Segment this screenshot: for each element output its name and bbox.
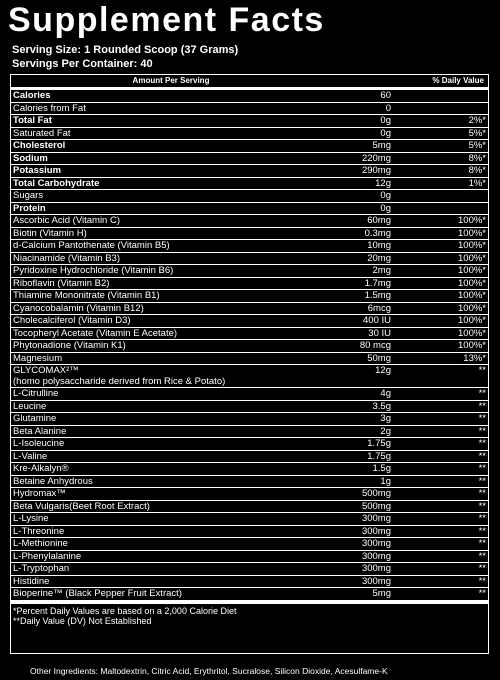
nutrient-amount: 500mg xyxy=(361,500,391,512)
nutrient-daily-value: 100%* xyxy=(458,227,486,239)
other-ingredients: Other Ingredients: Maltodextrin, Citric Acid, Erythritol, Sucralose, Silicon Dioxide, Acesulfame-K xyxy=(30,666,388,676)
nutrient-daily-value: 100%* xyxy=(458,252,486,264)
nutrient-amount: 1.5g xyxy=(372,463,391,474)
nutrient-daily-value: 5%* xyxy=(468,127,486,139)
nutrient-name: Sugars xyxy=(13,190,44,201)
nutrient-amount: 6mcg xyxy=(367,302,391,314)
nutrient-amount: 0.3mg xyxy=(364,227,391,239)
nutrient-daily-value: ** xyxy=(478,563,486,574)
nutrient-daily-value: ** xyxy=(478,425,486,437)
nutrient-daily-value: ** xyxy=(478,575,486,587)
nutrient-row xyxy=(11,303,488,316)
nutrient-amount: 12g xyxy=(375,177,391,189)
servings-per-container: Servings Per Container: 40 xyxy=(12,58,153,70)
amount-header: Amount Per Serving xyxy=(132,76,210,85)
nutrient-row xyxy=(11,438,488,451)
nutrient-name: Bioperine™ (Black Pepper Fruit Extract) xyxy=(13,588,182,599)
nutrient-row xyxy=(11,328,488,341)
nutrient-daily-value: ** xyxy=(478,500,486,512)
nutrient-row xyxy=(11,215,488,228)
nutrient-name: Niacinamide (Vitamin B3) xyxy=(13,252,121,264)
nutrient-daily-value: 100%* xyxy=(458,265,486,276)
nutrient-daily-value: ** xyxy=(478,388,486,399)
footnote-dv-not-established: **Daily Value (DV) Not Established xyxy=(13,615,152,626)
nutrient-amount: 1.7mg xyxy=(364,277,391,289)
nutrient-name: Biotin (Vitamin H) xyxy=(13,227,87,239)
nutrient-amount: 300mg xyxy=(361,513,391,524)
nutrient-row xyxy=(11,115,488,128)
nutrient-name: Phytonadione (Vitamin K1) xyxy=(13,340,126,351)
nutrient-row xyxy=(11,388,488,401)
nutrient-row xyxy=(11,190,488,203)
nutrient-amount: 220mg xyxy=(361,152,391,164)
nutrient-amount: 60mg xyxy=(367,215,391,226)
nutrient-name: GLYCOMAX²™ xyxy=(13,365,79,376)
nutrient-name: L-Citrulline xyxy=(13,388,59,399)
nutrient-name: Pyridoxine Hydrochloride (Vitamin B6) xyxy=(13,265,174,276)
nutrient-name: Saturated Fat xyxy=(13,127,71,139)
nutrient-row xyxy=(11,353,488,366)
nutrient-name: Riboflavin (Vitamin B2) xyxy=(13,277,110,289)
nutrient-row xyxy=(11,128,488,141)
nutrient-row xyxy=(11,240,488,253)
footnotes xyxy=(11,601,488,626)
nutrient-row xyxy=(11,278,488,291)
nutrient-daily-value: 100%* xyxy=(458,290,486,301)
nutrient-name-detail: (homo polysaccharide derived from Rice & Potato) xyxy=(13,376,226,387)
nutrient-row xyxy=(11,340,488,353)
nutrient-name: Ascorbic Acid (Vitamin C) xyxy=(13,215,120,226)
nutrient-amount: 10mg xyxy=(367,240,391,251)
nutrient-row xyxy=(11,538,488,551)
nutrient-daily-value: 100%* xyxy=(458,302,486,314)
nutrient-amount: 80 mcg xyxy=(359,340,391,351)
nutrient-row xyxy=(11,253,488,266)
nutrient-daily-value: 100%* xyxy=(458,327,486,339)
nutrient-daily-value: 100%* xyxy=(458,315,486,326)
nutrient-name: L-Methionine xyxy=(13,538,68,549)
dv-header: % Daily Value xyxy=(432,76,484,85)
nutrient-amount: 12g xyxy=(375,365,391,376)
nutrient-amount: 300mg xyxy=(361,563,391,574)
nutrient-name: Total Carbohydrate xyxy=(13,177,100,189)
nutrient-name: L-Tryptophan xyxy=(13,563,70,574)
nutrient-name: d-Calcium Pantothenate (Vitamin B5) xyxy=(13,240,170,251)
nutrient-name: Hydromax™ xyxy=(13,488,66,499)
nutrient-name: Betaine Anhydrous xyxy=(13,475,93,487)
nutrient-row xyxy=(11,165,488,178)
nutrient-daily-value: 2%* xyxy=(468,115,486,126)
nutrient-amount: 0g xyxy=(380,115,391,126)
nutrient-daily-value: 100%* xyxy=(458,240,486,251)
nutrient-name: Beta Vulgaris(Beet Root Extract) xyxy=(13,500,150,512)
panel-title: Supplement Facts xyxy=(8,1,325,39)
nutrient-name: Calories xyxy=(13,90,51,101)
nutrient-row xyxy=(11,551,488,564)
nutrient-row xyxy=(11,488,488,501)
nutrient-daily-value: ** xyxy=(478,525,486,537)
nutrient-amount: 5mg xyxy=(372,588,391,599)
nutrient-daily-value: ** xyxy=(478,400,486,412)
nutrient-row xyxy=(11,576,488,589)
nutrient-row xyxy=(11,563,488,576)
nutrient-rows xyxy=(11,90,488,601)
nutrient-row xyxy=(11,228,488,241)
nutrient-row xyxy=(11,290,488,303)
nutrient-amount: 20mg xyxy=(367,252,391,264)
nutrient-amount: 50mg xyxy=(367,352,391,364)
nutrient-name: Leucine xyxy=(13,400,47,412)
nutrient-daily-value: 100%* xyxy=(458,215,486,226)
nutrient-amount: 300mg xyxy=(361,550,391,562)
nutrient-amount: 1.75g xyxy=(367,450,391,462)
nutrient-name: Total Fat xyxy=(13,115,52,126)
nutrient-amount: 4g xyxy=(380,388,391,399)
nutrient-daily-value: ** xyxy=(478,463,486,474)
nutrient-daily-value: ** xyxy=(478,550,486,562)
nutrient-name: L-Isoleucine xyxy=(13,438,65,449)
nutrient-name: Sodium xyxy=(13,152,48,164)
nutrient-daily-value: 100%* xyxy=(458,277,486,289)
nutrient-name: Cyanocobalamin (Vitamin B12) xyxy=(13,302,144,314)
nutrient-daily-value: ** xyxy=(478,413,486,424)
nutrient-daily-value: 5%* xyxy=(468,140,486,151)
nutrient-amount: 300mg xyxy=(361,538,391,549)
nutrient-name: Histidine xyxy=(13,575,50,587)
nutrient-row xyxy=(11,153,488,166)
nutrient-row xyxy=(11,513,488,526)
nutrient-daily-value: 8%* xyxy=(468,165,486,176)
nutrient-amount: 400 IU xyxy=(363,315,391,326)
nutrient-row xyxy=(11,501,488,514)
nutrient-name: Calories from Fat xyxy=(13,102,86,114)
nutrient-row xyxy=(11,203,488,216)
nutrient-daily-value: ** xyxy=(478,513,486,524)
nutrient-name: L-Valine xyxy=(13,450,48,462)
nutrient-row xyxy=(11,103,488,116)
nutrient-daily-value: 8%* xyxy=(468,152,486,164)
nutrient-name: Tocopheryl Acetate (Vitamin E Acetate) xyxy=(13,327,178,339)
nutrient-amount: 3g xyxy=(380,413,391,424)
nutrient-row xyxy=(11,178,488,191)
nutrient-amount: 1g xyxy=(380,475,391,487)
nutrient-row xyxy=(11,526,488,539)
nutrient-amount: 300mg xyxy=(361,525,391,537)
nutrient-row xyxy=(11,463,488,476)
nutrient-table xyxy=(10,74,489,654)
nutrient-daily-value: ** xyxy=(478,475,486,487)
nutrient-daily-value: ** xyxy=(478,365,486,376)
nutrient-daily-value: 100%* xyxy=(458,340,486,351)
nutrient-daily-value: ** xyxy=(478,450,486,462)
nutrient-row xyxy=(11,476,488,489)
nutrient-name: L-Phenylalanine xyxy=(13,550,82,562)
nutrient-row xyxy=(11,315,488,328)
nutrient-amount: 1.5mg xyxy=(364,290,391,301)
nutrient-daily-value: ** xyxy=(478,488,486,499)
nutrient-name: Cholecalciferol (Vitamin D3) xyxy=(13,315,131,326)
nutrient-amount: 2g xyxy=(380,425,391,437)
nutrient-name: Beta Alanine xyxy=(13,425,67,437)
nutrient-daily-value: 1%* xyxy=(468,177,486,189)
nutrient-name: Kre-Alkalyn® xyxy=(13,463,69,474)
nutrient-amount: 60 xyxy=(380,90,391,101)
footnote-percent-dv: *Percent Daily Values are based on a 2,000 Calorie Diet xyxy=(13,605,237,616)
nutrient-daily-value: ** xyxy=(478,438,486,449)
nutrient-name: L-Threonine xyxy=(13,525,65,537)
nutrient-name: Glutamine xyxy=(13,413,57,424)
nutrient-name: Thiamine Mononitrate (Vitamin B1) xyxy=(13,290,160,301)
nutrient-daily-value: 13%* xyxy=(463,352,486,364)
nutrient-row xyxy=(11,365,488,388)
nutrient-row xyxy=(11,451,488,464)
nutrient-amount: 2mg xyxy=(372,265,391,276)
nutrient-amount: 0g xyxy=(380,202,391,214)
nutrient-daily-value: ** xyxy=(478,588,486,599)
nutrient-name: Protein xyxy=(13,202,46,214)
nutrient-name: Magnesium xyxy=(13,352,63,364)
nutrient-amount: 0g xyxy=(380,127,391,139)
nutrient-amount: 3.5g xyxy=(372,400,391,412)
nutrient-row xyxy=(11,401,488,414)
serving-size: Serving Size: 1 Rounded Scoop (37 Grams) xyxy=(12,44,239,56)
nutrient-amount: 0 xyxy=(385,102,391,114)
nutrient-row xyxy=(11,140,488,153)
nutrient-amount: 1.75g xyxy=(367,438,391,449)
table-header xyxy=(11,75,488,90)
nutrient-name: Cholesterol xyxy=(13,140,66,151)
nutrient-daily-value: ** xyxy=(478,538,486,549)
nutrient-amount: 300mg xyxy=(361,575,391,587)
nutrient-row xyxy=(11,413,488,426)
nutrient-amount: 500mg xyxy=(361,488,391,499)
nutrient-row xyxy=(11,90,488,103)
nutrient-amount: 5mg xyxy=(372,140,391,151)
nutrient-amount: 0g xyxy=(380,190,391,201)
nutrient-amount: 30 IU xyxy=(368,327,391,339)
nutrient-row xyxy=(11,426,488,439)
nutrient-name: L-Lysine xyxy=(13,513,49,524)
nutrient-name: Potassium xyxy=(13,165,62,176)
nutrient-row xyxy=(11,588,488,601)
nutrient-amount: 290mg xyxy=(361,165,391,176)
nutrient-row xyxy=(11,265,488,278)
